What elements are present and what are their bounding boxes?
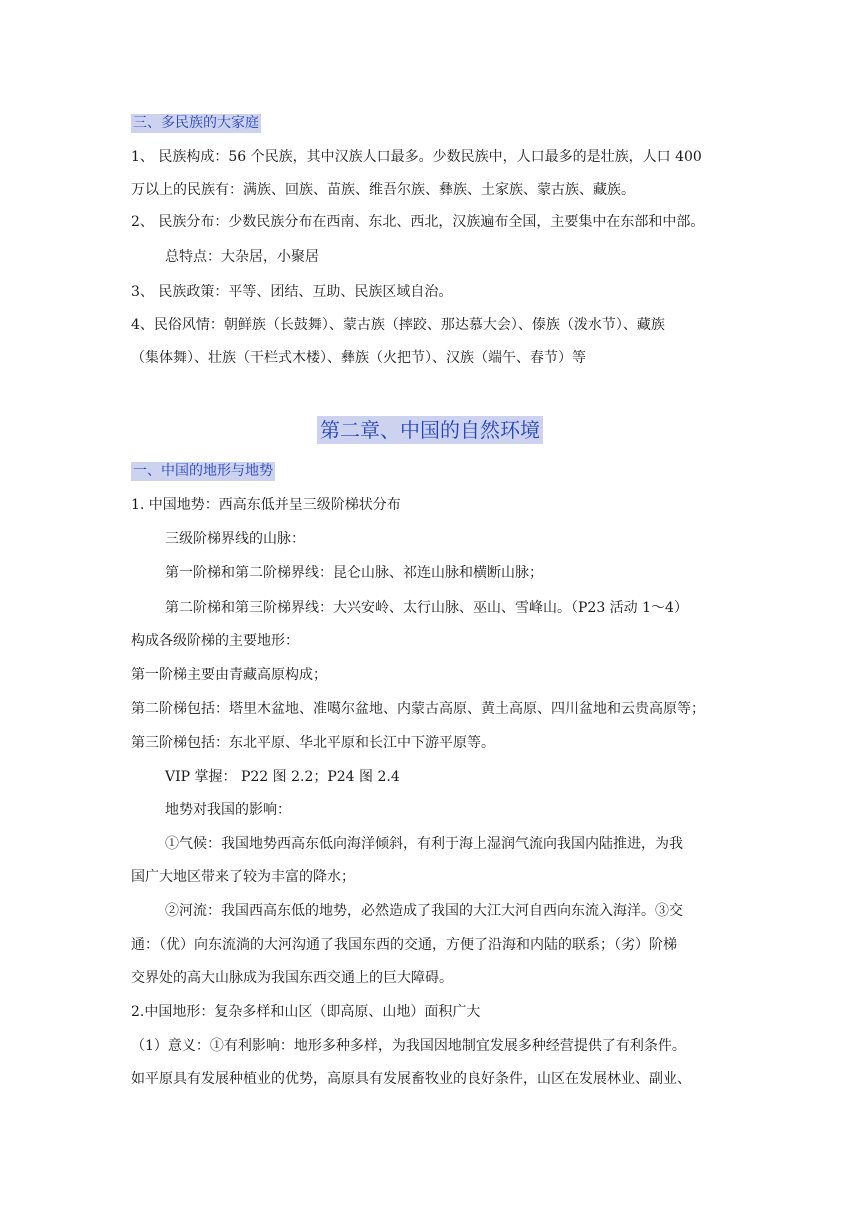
paragraph-line: 第一阶梯和第二阶梯界线：昆仑山脉、祁连山脉和横断山脉；	[165, 565, 543, 581]
paragraph-line: 交界处的高大山脉成为我国东西交通上的巨大障碍。	[131, 970, 453, 986]
paragraph-line: ②河流：我国西高东低的地势，必然造成了我国的大江大河自西向东流入海洋。③交	[165, 903, 683, 919]
paragraph-line: 第一阶梯主要由青藏高原构成；	[131, 667, 327, 683]
chapter-title	[0, 416, 860, 444]
paragraph-line: 1. 中国地势：西高东低并呈三级阶梯状分布	[131, 497, 401, 513]
paragraph-line: 地势对我国的影响：	[165, 802, 291, 818]
paragraph-line: （集体舞）、壮族（干栏式木楼）、彝族（火把节）、汉族（端午、春节）等	[131, 350, 586, 366]
section-heading-text: 一、中国的地形与地势	[133, 463, 273, 479]
paragraph-line: 国广大地区带来了较为丰富的降水；	[131, 869, 355, 885]
paragraph-line: 1、 民族构成：56 个民族，其中汉族人口最多。少数民族中，人口最多的是壮族，人口 400	[131, 149, 702, 165]
paragraph-line: 第二阶梯包括：塔里木盆地、准噶尔盆地、内蒙古高原、黄土高原、四川盆地和云贵高原等；	[131, 701, 705, 717]
paragraph-line: 第二阶梯和第三阶梯界线：大兴安岭、太行山脉、巫山、雪峰山。（P23 活动 1～4）	[165, 600, 688, 616]
chapter-title-text: 第二章、中国的自然环境	[317, 416, 543, 444]
paragraph-line: 如平原具有发展种植业的优势，高原具有发展畜牧业的良好条件，山区在发展林业、副业、	[131, 1071, 691, 1087]
paragraph-line: VIP 掌握： P22 图 2.2；P24 图 2.4	[165, 769, 400, 785]
paragraph-line: 三级阶梯界线的山脉：	[165, 531, 305, 547]
paragraph-line: 4、民俗风情：朝鲜族（长鼓舞）、蒙古族（摔跤、那达慕大会）、傣族（泼水节）、藏族	[131, 317, 665, 333]
paragraph-line: ①气候：我国地势西高东低向海洋倾斜，有利于海上湿润气流向我国内陆推进，为我	[165, 836, 683, 852]
paragraph-line: 构成各级阶梯的主要地形：	[131, 633, 299, 649]
section-heading-text: 三、多民族的大家庭	[133, 115, 259, 131]
paragraph-line: 万以上的民族有：满族、回族、苗族、维吾尔族、彝族、土家族、蒙古族、藏族。	[131, 182, 635, 198]
paragraph-line: 2.中国地形：复杂多样和山区（即高原、山地）面积广大	[131, 1004, 481, 1020]
paragraph-line: 通：（优）向东流淌的大河沟通了我国东西的交通，方便了沿海和内陆的联系；（劣）阶梯	[131, 937, 677, 953]
paragraph-line: 2、 民族分布：少数民族分布在西南、东北、西北，汉族遍布全国，主要集中在东部和中部。	[131, 214, 705, 230]
paragraph-line: 3、 民族政策：平等、团结、互助、民族区域自治。	[131, 284, 453, 300]
paragraph-line: （1）意义：①有利影响：地形多种多样，为我国因地制宜发展多种经营提供了有利条件。	[131, 1038, 686, 1054]
section-heading	[131, 461, 275, 481]
paragraph-line: 第三阶梯包括：东北平原、华北平原和长江中下游平原等。	[131, 735, 495, 751]
paragraph-line: 总特点：大杂居，小聚居	[165, 249, 319, 265]
section-heading	[131, 113, 261, 133]
